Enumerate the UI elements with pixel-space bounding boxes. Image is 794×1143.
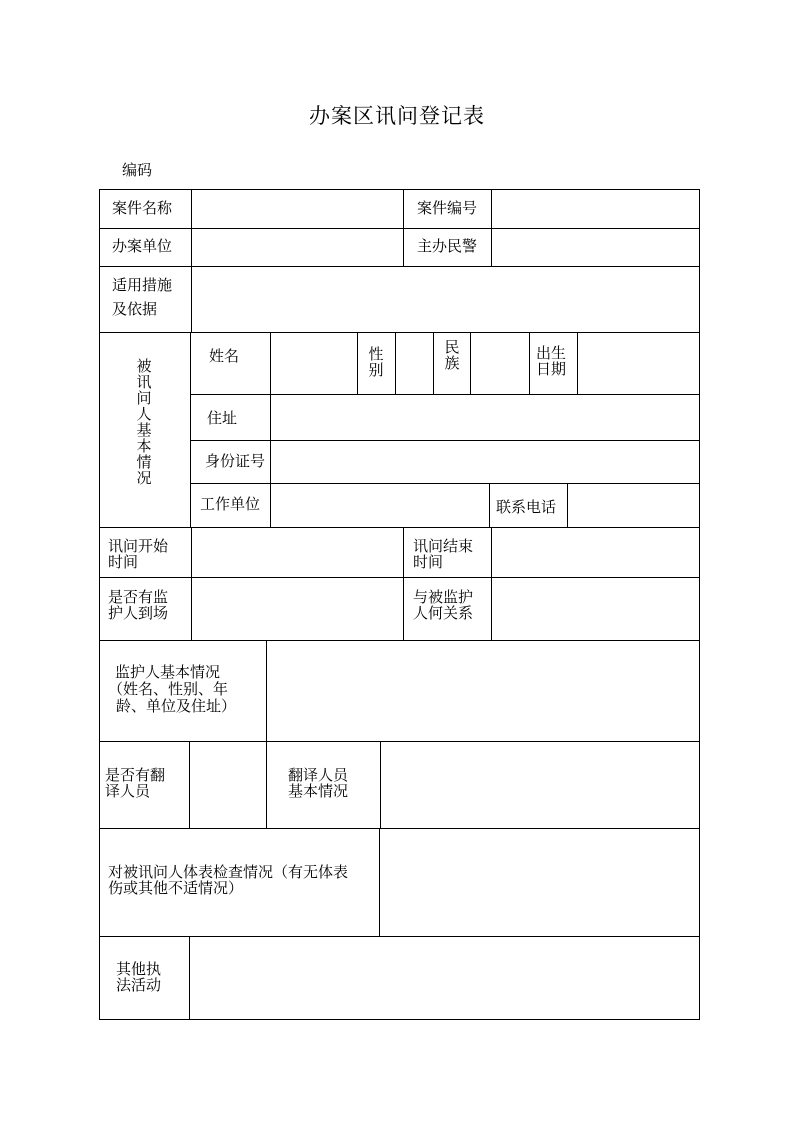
- label-handling-unit: 办案单位: [112, 237, 173, 255]
- label-end-line2: 时间: [413, 553, 444, 571]
- label-relation-line2: 人何关系: [413, 604, 474, 622]
- label-translator-line1: 是否有翻: [105, 766, 166, 784]
- col-divider: [357, 332, 358, 394]
- col-divider: [567, 483, 568, 527]
- table-border-right: [699, 189, 700, 1020]
- label-start-line1: 讯问开始: [108, 537, 169, 555]
- label-phone: 联系电话: [496, 498, 557, 516]
- col-divider: [191, 266, 192, 332]
- col-divider: [491, 189, 492, 266]
- label-end-line1: 讯问结束: [413, 537, 474, 555]
- col-divider: [433, 332, 434, 394]
- label-ethnicity: 民族: [444, 338, 460, 372]
- label-other-line2: 法活动: [116, 976, 162, 994]
- page-title: 办案区讯问登记表: [309, 104, 485, 128]
- table-border-left: [99, 189, 100, 1020]
- col-divider: [403, 527, 404, 640]
- label-body-check-line1: 对被讯问人体表检查情况（有无体表: [108, 863, 349, 881]
- label-address: 住址: [207, 409, 238, 427]
- label-birth-line1: 出生: [536, 344, 567, 362]
- col-divider: [379, 828, 380, 936]
- label-measures-line2: 及依据: [112, 300, 158, 318]
- label-lead-officer: 主办民警: [417, 237, 478, 255]
- row-divider: [99, 828, 700, 829]
- label-guardian-info-line1: 监护人基本情况: [115, 663, 221, 681]
- label-case-name: 案件名称: [112, 199, 173, 217]
- label-other-line1: 其他执: [116, 960, 162, 978]
- row-divider: [99, 266, 700, 267]
- col-divider: [189, 741, 190, 828]
- col-divider: [190, 332, 191, 527]
- label-name: 姓名: [209, 347, 240, 365]
- table-border-top: [99, 189, 700, 190]
- col-divider: [189, 936, 190, 1019]
- col-divider: [266, 741, 267, 828]
- col-divider: [191, 189, 192, 266]
- row-divider: [99, 228, 700, 229]
- col-divider: [489, 483, 490, 527]
- label-translator-info-line2: 基本情况: [288, 782, 349, 800]
- label-measures-line1: 适用措施: [112, 276, 173, 294]
- row-divider: [190, 394, 700, 395]
- label-case-number: 案件编号: [417, 199, 478, 217]
- col-divider: [403, 189, 404, 266]
- col-divider: [380, 741, 381, 828]
- col-divider: [395, 332, 396, 394]
- col-divider: [491, 527, 492, 640]
- row-divider: [190, 440, 700, 441]
- label-id-number: 身份证号: [205, 452, 266, 470]
- code-label: 编码: [122, 161, 153, 179]
- label-guardian-info-line3: 龄、单位及住址）: [116, 697, 237, 715]
- col-divider: [191, 527, 192, 640]
- col-divider: [577, 332, 578, 394]
- col-divider: [266, 640, 267, 741]
- label-subject-basic-info: 被讯问人基本情况: [136, 357, 152, 487]
- row-divider: [190, 483, 700, 484]
- label-guardian-present-line1: 是否有监: [108, 588, 169, 606]
- row-divider: [99, 640, 700, 641]
- label-guardian-info-line2: （姓名、性别、年: [108, 680, 229, 698]
- label-birth-line2: 日期: [536, 360, 567, 378]
- label-translator-info-line1: 翻译人员: [288, 766, 349, 784]
- row-divider: [99, 527, 700, 528]
- label-guardian-present-line2: 护人到场: [108, 604, 169, 622]
- col-divider: [529, 332, 530, 394]
- label-gender: 性别: [368, 345, 384, 379]
- table-border-bottom: [99, 1019, 700, 1020]
- label-work-unit: 工作单位: [200, 495, 261, 513]
- label-body-check-line2: 伤或其他不适情况）: [108, 879, 244, 897]
- label-start-line2: 时间: [108, 553, 139, 571]
- label-relation-line1: 与被监护: [413, 588, 474, 606]
- col-divider: [270, 332, 271, 527]
- row-divider: [99, 577, 700, 578]
- col-divider: [470, 332, 471, 394]
- label-translator-line2: 译人员: [105, 782, 151, 800]
